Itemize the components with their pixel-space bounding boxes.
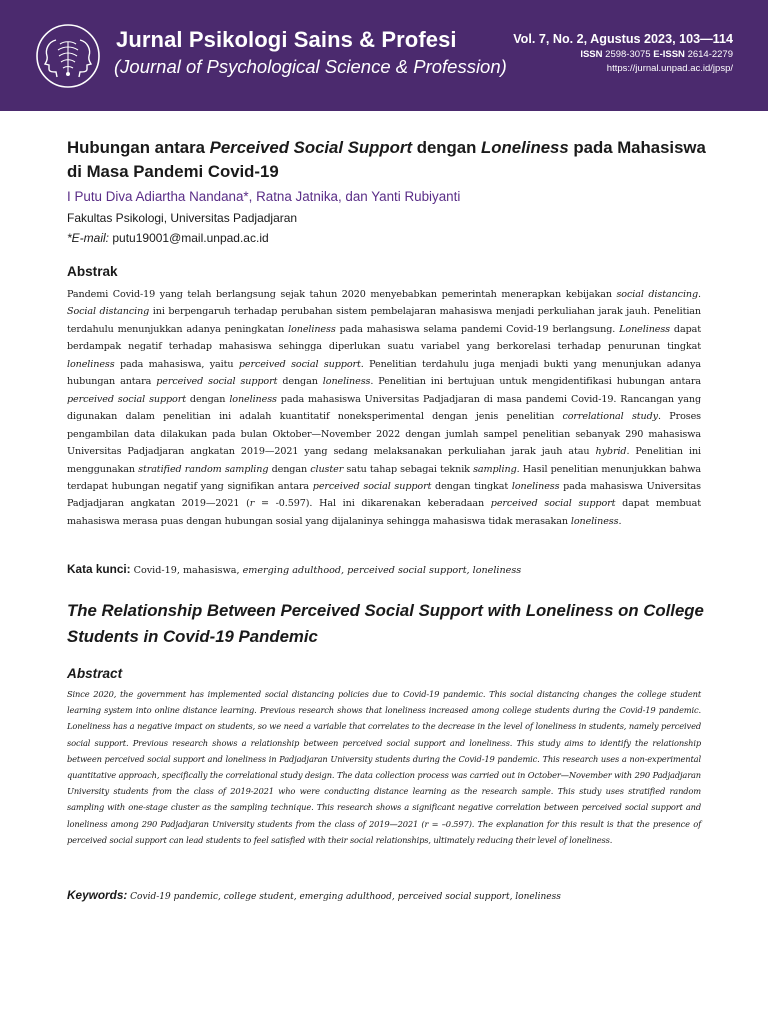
- abstrak-term: perceived social support: [156, 376, 278, 388]
- eissn-label: E-ISSN: [653, 49, 685, 60]
- kata-kunci-italic: emerging adulthood, perceived social support, loneliness: [242, 565, 522, 576]
- title-part: pada Mahasiswa di Masa Pandemi Covid-19: [67, 138, 706, 181]
- abstrak-term: stratified random sampling: [138, 463, 269, 475]
- abstrak-term: Loneliness: [619, 323, 670, 335]
- abstrak-term: r: [249, 498, 255, 510]
- abstrak-term: Social distancing: [67, 306, 150, 318]
- kata-kunci: [67, 562, 521, 576]
- abstrak-term: loneliness: [570, 515, 619, 527]
- email-label: *E-mail:: [67, 231, 110, 245]
- abstrak-term: loneliness: [229, 393, 277, 405]
- abstrak-text: . Penelitian ini bertujuan untuk mengidentifikasi hubungan antara: [370, 376, 701, 388]
- abstract-heading: Abstract: [67, 666, 123, 681]
- abstrak-text: dengan: [268, 463, 311, 475]
- keywords-label: Keywords:: [67, 888, 128, 902]
- kata-kunci-plain: Covid-19, mahasiswa,: [130, 565, 243, 576]
- abstrak-term: sampling: [473, 463, 517, 475]
- abstrak-term: correlational study: [562, 411, 658, 423]
- abstrak-term: hybrid: [595, 446, 627, 458]
- issue-info: [513, 30, 733, 75]
- title-emphasis: Loneliness: [481, 138, 569, 157]
- abstrak-heading: Abstrak: [67, 264, 118, 279]
- corresponding-email: [67, 231, 269, 245]
- title-part: dengan: [412, 138, 482, 157]
- abstrak-text: = -0.597). Hal ini dikarenakan keberadaan: [254, 498, 491, 510]
- kata-kunci-label: Kata kunci:: [67, 562, 131, 576]
- keywords-text: Covid-19 pandemic, college student, emerging adulthood, perceived social support, loneliness: [127, 892, 561, 902]
- abstrak-body: [67, 286, 701, 530]
- abstrak-text: dapat membuat mahasiswa merasa puas dengan hubungan sosial yang dijalaninya sehingga mahasiswa tidak merasakan: [67, 498, 701, 527]
- abstrak-text: ini berpengaruh terhadap perubahan sistem pembelajaran mahasiswa menjadi perkuliahan jarak jauh. Penelitian terdahulu menunjukkan adanya peningkatan: [67, 306, 701, 335]
- abstrak-term: loneliness: [288, 323, 336, 335]
- email-address[interactable]: putu19001@mail.unpad.ac.id: [112, 231, 269, 245]
- abstrak-text: .: [618, 515, 622, 527]
- issue-volume: Vol. 7, No. 2, Agustus 2023, 103—114: [513, 32, 733, 46]
- abstrak-term: loneliness: [511, 480, 560, 492]
- author-list: I Putu Diva Adiartha Nandana*, Ratna Jatnika, dan Yanti Rubiyanti: [67, 189, 461, 204]
- abstrak-text: dapat berdampak negatif terhadap mahasiswa sehingga diperlukan suatu variabel yang berkorelasi terhadap penurunan tingkat: [67, 323, 701, 353]
- abstrak-text: . Penelitian terdahulu juga menjadi bukti yang menunjukan adanya hubungan antara: [67, 358, 701, 388]
- issn-line: [513, 48, 733, 62]
- keywords: [67, 888, 561, 902]
- abstrak-text: pada mahasiswa selama pandemi Covid-19 berlangsung.: [335, 323, 620, 335]
- abstrak-term: loneliness: [322, 376, 371, 388]
- abstrak-text: pada mahasiswa, yaitu: [114, 358, 239, 370]
- title-part: Hubungan antara: [67, 138, 210, 157]
- abstrak-term: perceived social support: [490, 498, 616, 510]
- abstrak-text: dengan: [185, 393, 230, 405]
- head-profile-logo-icon: [34, 22, 102, 90]
- abstract-body: Since 2020, the government has implemented social distancing policies due to Covid-19 pandemic. This social distancing changes the college student learning system into online distance learning. Previous research shows that loneliness increased among college students during the Covid-19 pandemic. Loneliness has a negative impact on students, so we need a variable that correlates to the decrease in the level of loneliness in students, namely perceived social support. Previous research shows a relationship between perceived social support and loneliness. This study aims to identify the relationship between perceived social support and loneliness in Padjadjaran University students during the Covid-19 pandemic. This research uses a non-experimental quantitative approach, specifically the correlational study design. The data collection process was carried out in October—November with 290 Padjadjaran University students from the class of 2019-2021 who were conducting distance learning as the research sample. This study uses stratified random sampling with one-stage cluster as the sampling technique. This research shows a significant negative correlation between perceived social support and loneliness among 290 Padjadjaran University students from the class of 2019—2021 (r = –0.597). The explanation for this result is that the presence of perceived social support can lead students to feel satisfied with their social relationships, ultimately reducing their level of loneliness.: [67, 689, 701, 845]
- abstrak-text: .: [698, 289, 701, 300]
- article-title: [67, 136, 707, 184]
- abstrak-text: . Proses pengambilan data dilakukan pada bulan Oktober—November 2022 dengan jumlah sampel penelitian sebanyak 290 mahasiswa Universitas Padjadjaran angkatan 2019—2021 yang sedang melaksanakan perkuliahan jarak jauh atau: [67, 411, 701, 458]
- journal-url[interactable]: https://jurnal.unpad.ac.id/jpsp/: [606, 63, 733, 74]
- abstrak-term: loneliness: [67, 358, 115, 370]
- abstrak-term: perceived social support: [312, 480, 432, 492]
- abstrak-text: dengan tingkat: [431, 480, 512, 492]
- abstrak-text: Pandemi Covid-19 yang telah berlangsung sejak tahun 2020 menyebabkan pemerintah menerapkan kebijakan: [67, 289, 617, 300]
- abstrak-term: perceived social support: [238, 358, 361, 370]
- abstrak-text: dengan: [277, 376, 323, 388]
- abstrak-text: . Hasil penelitian menunjukkan bahwa terdapat hubungan negatif yang signifikan antara: [67, 463, 701, 492]
- abstrak-term: perceived social support: [67, 393, 186, 405]
- abstrak-text: . Penelitian ini menggunakan: [67, 446, 701, 475]
- issn-value: 2598-3075: [605, 49, 651, 60]
- abstrak-text: satu tahap sebagai teknik: [343, 463, 474, 475]
- journal-title: Jurnal Psikologi Sains & Profesi: [116, 27, 457, 52]
- issn-label: ISSN: [580, 49, 603, 60]
- english-title: The Relationship Between Perceived Social Support with Loneliness on College Students in Covid-19 Pandemic: [67, 601, 704, 646]
- abstrak-text: pada mahasiswa Universitas Padjadjaran angkatan 2019—2021 (: [67, 480, 701, 510]
- journal-subtitle: (Journal of Psychological Science & Profession): [114, 56, 507, 77]
- abstrak-term: cluster: [310, 463, 344, 475]
- title-emphasis: Perceived Social Support: [209, 138, 413, 157]
- affiliation: Fakultas Psikologi, Universitas Padjadjaran: [67, 211, 298, 225]
- abstrak-text: pada mahasiswa Universitas Padjadjaran di masa pandemi Covid-19. Rancangan yang digunakan dalam penelitian ini adalah kuantitatif noneksperimental dengan jenis penelitian: [67, 393, 701, 423]
- eissn-value: 2614-2279: [687, 49, 733, 60]
- journal-header: [0, 0, 768, 111]
- abstrak-term: social distancing: [616, 289, 699, 300]
